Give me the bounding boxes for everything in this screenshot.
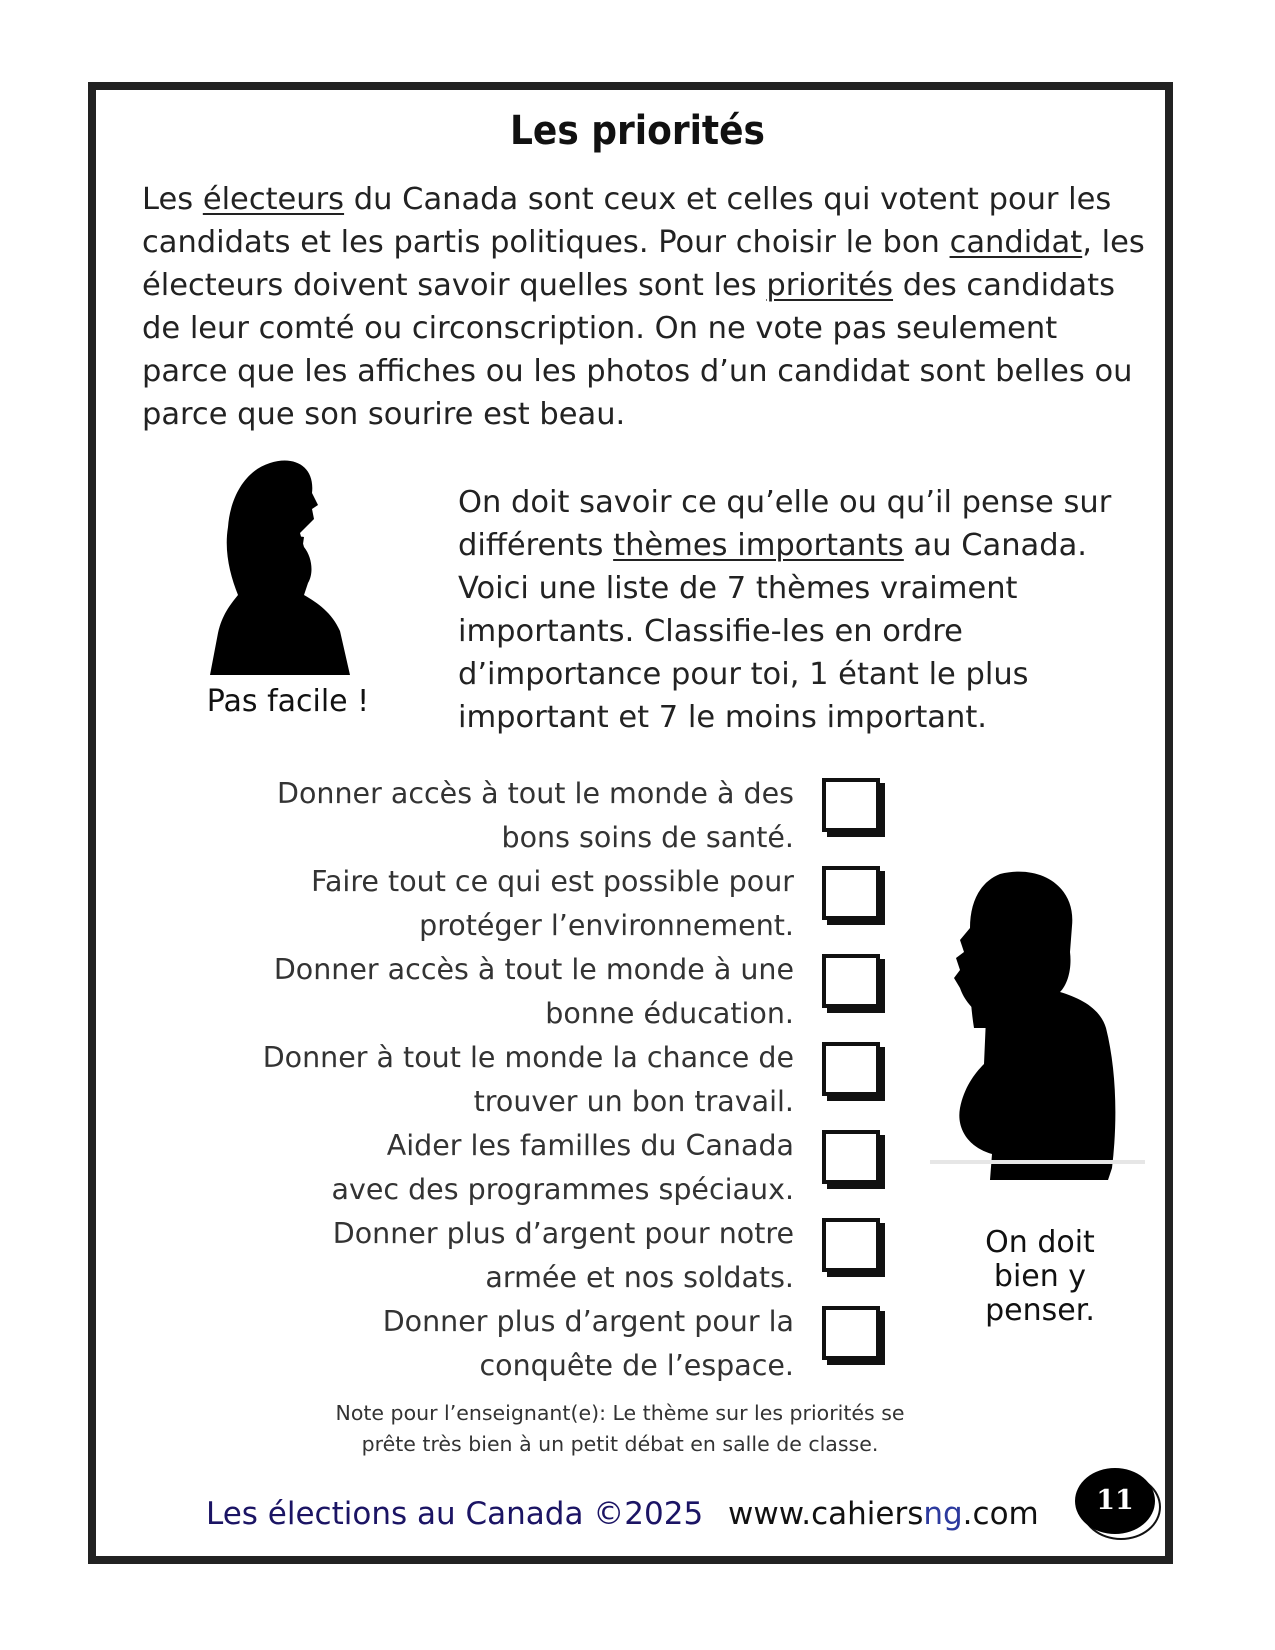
theme-row	[230, 1036, 890, 1124]
instruction-text: au Canada. Voici une liste de 7 thèmes vraiment importants. Classifie-les en ordre d’importance pour toi, 1 étant le plus important et 7 le moins important.	[458, 528, 1087, 735]
intro-paragraph	[142, 178, 1152, 436]
intro-text: du Canada sont ceux et celles qui votent pour les candidats et les partis politiques. Pour choisir le bon	[142, 182, 1112, 260]
rank-checkbox-health[interactable]	[822, 778, 880, 832]
thinking-woman-silhouette-icon	[200, 455, 375, 675]
man-caption: On doit bien y penser.	[985, 1225, 1095, 1328]
rank-checkbox-education[interactable]	[822, 954, 880, 1008]
teacher-note: Note pour l’enseignant(e): Le thème sur les priorités se prête très bien à un petit débat en salle de classe.	[335, 1401, 905, 1456]
theme-label: Donner plus d’argent pour notre armée et nos soldats.	[332, 1217, 794, 1294]
intro-text: , les électeurs doivent savoir quelles sont les	[142, 225, 1145, 303]
ranking-instructions	[458, 481, 1148, 739]
theme-label: Faire tout ce qui est possible pour protéger l’environnement.	[311, 865, 794, 942]
theme-label: Donner à tout le monde la chance de trouver un bon travail.	[262, 1041, 794, 1118]
intro-text: des candidats de leur comté ou circonscription. On ne vote pas seulement parce que les affiches ou les photos d’un candidat sont belles ou parce que son sourire est beau.	[142, 268, 1133, 432]
page-title: Les priorités	[510, 108, 765, 154]
theme-label: Aider les familles du Canada avec des programmes spéciaux.	[331, 1129, 794, 1206]
woman-caption: Pas facile !	[206, 684, 370, 719]
theme-label: Donner accès à tout le monde à des bons soins de santé.	[277, 777, 794, 854]
underlined-term: candidat	[949, 225, 1083, 260]
rank-checkbox-families[interactable]	[822, 1130, 880, 1184]
page-number-badge	[1075, 1468, 1159, 1538]
intro-text: Les	[142, 182, 203, 217]
thinking-man-silhouette-icon	[930, 868, 1145, 1180]
underlined-term: priorités	[766, 268, 894, 303]
theme-row	[230, 948, 890, 1036]
page-number: 11	[1075, 1468, 1155, 1534]
rank-checkbox-space[interactable]	[822, 1306, 880, 1360]
theme-row	[230, 772, 890, 860]
instruction-text: On doit savoir ce qu’elle ou qu’il pense sur différents	[458, 485, 1112, 563]
theme-row	[230, 860, 890, 948]
underlined-term: thèmes importants	[613, 528, 904, 563]
rank-checkbox-work[interactable]	[822, 1042, 880, 1096]
rank-checkbox-army[interactable]	[822, 1218, 880, 1272]
theme-row	[230, 1212, 890, 1300]
theme-row	[230, 1124, 890, 1212]
theme-row	[230, 1300, 890, 1388]
footer-url[interactable]: www.cahiersng.com	[728, 1496, 1039, 1532]
theme-label: Donner plus d’argent pour la conquête de l’espace.	[382, 1305, 794, 1382]
themes-list	[230, 772, 890, 1388]
theme-label: Donner accès à tout le monde à une bonne éducation.	[273, 953, 794, 1030]
footer-title: Les élections au Canada ©2025	[206, 1496, 704, 1532]
underlined-term: électeurs	[202, 182, 345, 217]
rank-checkbox-environment[interactable]	[822, 866, 880, 920]
